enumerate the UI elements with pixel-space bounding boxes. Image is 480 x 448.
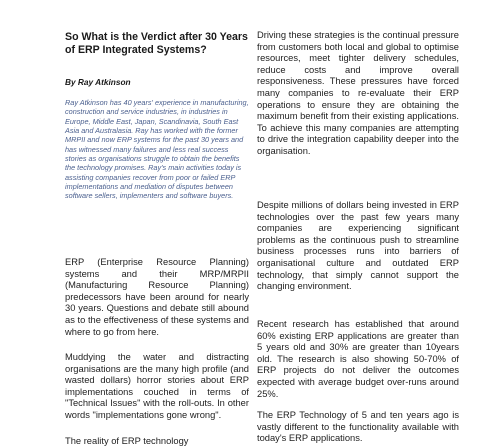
author-bio: Ray Atkinson has 40 years' experience in manufacturing, construction and service industries, in industries in Europe, Middle East, Japan, Scandinavia, South East Asia and Australasia. Ray has worked with the former MRPII and now ERP systems for the past 30 years and has witnessed many failures and less real success stories as organisations struggle to obtain the benefits the technology promises. Ray's main activities today is assisting companies recover from poor or failed ERP implementations and mediation of disputes between software sellers, implementers and software buyers. bbox=[65, 98, 249, 201]
right-paragraph-2: Despite millions of dollars being invested in ERP technologies over the past few years many companies are experiencing significant problems as the continuous push to streamline business processes runs into barriers of organisational culture and outdated ERP technology, that simply cannot support the changing environment. bbox=[257, 200, 459, 292]
article-author: By Ray Atkinson bbox=[65, 77, 131, 87]
left-paragraph-3: The reality of ERP technology bbox=[65, 436, 189, 446]
right-paragraph-1: Driving these strategies is the continual pressure from customers both local and global to optimise resources, meet tighter delivery schedules, reduce costs and improve overall responsiveness. These pressures have forced many companies to re-evaluate their ERP operations to ensure they are obtaining the maximum benefit from their existing applications. To achieve this many companies are attempting to drive the integration capability deeper into the organisation. bbox=[257, 30, 460, 156]
left-paragraph-1: ERP (Enterprise Resource Planning) systems and their MRP/MRPII (Manufacturing Resource Planning) predecessors have been around for nearly 30 years. Questions and debate still abound as to the effectiveness of these systems and where to go from here. bbox=[65, 257, 249, 337]
article-title: So What is the Verdict after 30 Years of ERP Integrated Systems? bbox=[65, 31, 248, 56]
left-paragraph-2: Muddying the water and distracting organisations are the many high profile (and wasted dollars) horror stories about ERP implementations couched in terms of "Technical Issues" with the roll-outs. In other words "implementations gone wrong". bbox=[65, 352, 249, 420]
right-paragraph-4: The ERP Technology of 5 and ten years ago is vastly different to the functionality available with today's ERP applications. bbox=[257, 410, 459, 444]
right-paragraph-3: Recent research has established that around 60% existing ERP applications are greater than 5 years old and 30% are greater than 10years old. The research is also showing 50-70% of ERP projects do not deliver the outcomes expected with average budget over-runs around 25%. bbox=[257, 319, 459, 399]
